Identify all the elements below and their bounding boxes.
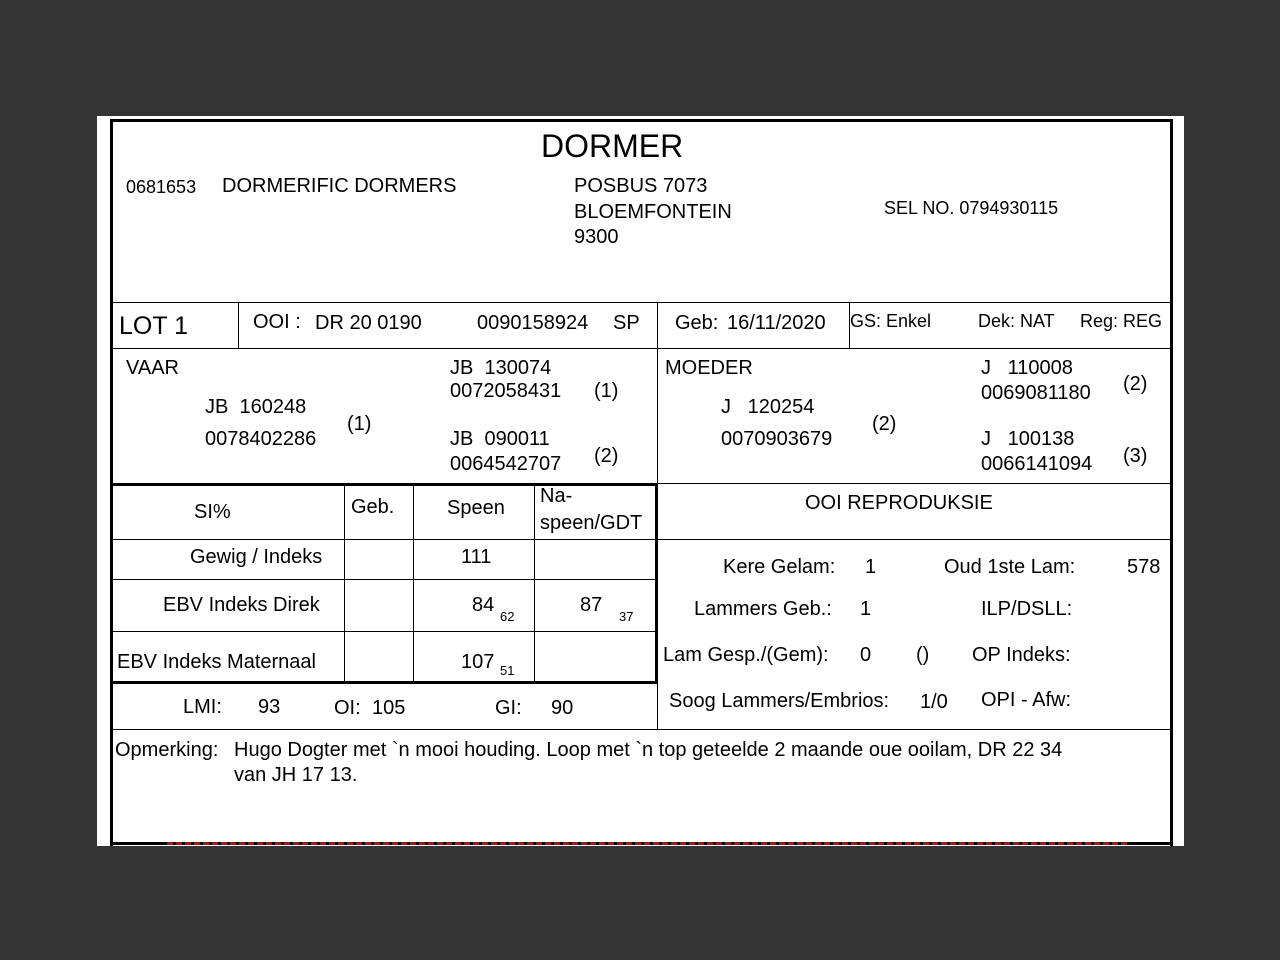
perf-header-speen: Speen [447,497,505,519]
divider-pedigree-left-bold [112,483,657,486]
perf-header-si: SI% [194,501,231,523]
dam-sire-number: 0069081180 [981,382,1091,404]
dam-id: J 120254 [721,396,815,418]
lmi-label: LMI: [183,696,222,718]
divider-perf-row2 [112,631,657,632]
perf-row-speen-direct-accuracy: 62 [500,609,515,624]
kere-gelam-label: Kere Gelam: [723,556,836,578]
repro-title: OOI REPRODUKSIE [805,492,993,514]
oi-label: OI: [334,697,361,719]
address-line-3: 9300 [574,226,619,248]
divider-perf-right [655,483,658,683]
divider-repro-header [657,539,1170,540]
opi-afw-label: OPI - Afw: [981,689,1072,711]
perf-row-naspeen-direct: 87 [580,594,603,616]
divider-pedigree-right [657,483,1170,484]
ooi-reg-number: 0090158924 [477,312,589,334]
sire-sire-number: 0072058431 [450,380,562,402]
lammers-geb-value: 1 [860,598,872,620]
perf-header-geb: Geb. [351,496,395,518]
sire-dam-number: 0064542707 [450,453,562,475]
divider-col-naspeen [534,485,535,681]
perf-row-naspeen-direct-accuracy: 37 [619,609,634,624]
dam-sire-id: J 110008 [981,357,1073,379]
dam-number: 0070903679 [721,428,833,450]
divider-perf-row1 [112,579,657,580]
oud-1ste-lam-label: Oud 1ste Lam: [944,556,1076,578]
lam-gesp-value: 0 [860,644,872,666]
perf-row-label-direct: EBV Indeks Direk [163,594,320,616]
sire-sire-id: JB 130074 [450,357,552,379]
ooi-id: DR 20 0190 [315,312,422,334]
dam-dam-number: 0066141094 [981,453,1093,475]
registration-type: Reg: REG [1080,311,1163,331]
remarks-line-2: van JH 17 13. [234,764,358,786]
breeder-number: 0681653 [126,177,197,197]
lmi-value: 93 [258,696,281,718]
birth-date-label: Geb: [675,312,719,334]
divider-perf-header [112,539,657,540]
sire-sire-grade: (1) [594,380,619,402]
divider-col-geb [344,485,345,681]
oi-value: 105 [372,697,406,719]
perf-row-speen-direct: 84 [472,594,495,616]
divider-col-speen [413,485,414,681]
lam-gem-value: () [916,644,930,666]
breed-title: DORMER [541,128,684,164]
divider-header [112,302,1170,303]
perf-header-naspeen-2: speen/GDT [540,512,643,534]
lammers-geb-label: Lammers Geb.: [694,598,832,620]
divider-middle [657,302,658,483]
remarks-label: Opmerking: [115,739,219,761]
divider-perf-bottom [112,681,657,684]
divider-middle-lower [657,681,658,729]
remarks-line-1: Hugo Dogter met `n mooi houding. Loop met `n top geteelde 2 maande oue ooilam, DR 22 34 [234,739,1063,761]
birth-status: GS: Enkel [850,311,932,331]
gi-label: GI: [495,697,522,719]
perf-row-speen-weight: 111 [461,546,492,568]
kere-gelam-value: 1 [865,556,877,578]
dam-grade: (2) [872,413,897,435]
op-indeks-label: OP Indeks: [972,644,1071,666]
sire-label: VAAR [126,357,179,379]
breeder-name: DORMERIFIC DORMERS [222,175,457,197]
gi-value: 90 [551,697,574,719]
cell-number: SEL NO. 0794930115 [884,198,1059,218]
cut-off-red-text-line [167,842,1127,845]
divider-lot [112,348,1170,349]
lot-number: LOT 1 [119,312,189,340]
dam-dam-id: J 100138 [981,428,1075,450]
dam-label: MOEDER [665,357,753,379]
divider-indices [112,729,1170,730]
soog-label: Soog Lammers/Embrios: [669,690,890,712]
sire-dam-grade: (2) [594,445,619,467]
ooi-label: OOI : [253,311,301,333]
ilp-dsll-label: ILP/DSLL: [981,598,1073,620]
sire-dam-id: JB 090011 [450,428,550,450]
perf-row-speen-maternal-accuracy: 51 [500,663,515,678]
oud-1ste-lam-value: 578 [1127,556,1161,578]
birth-date: 16/11/2020 [727,312,826,334]
perf-row-speen-maternal: 107 [461,651,495,673]
perf-header-naspeen-1: Na- [540,485,573,507]
soog-value: 1/0 [920,691,948,713]
dam-dam-grade: (3) [1123,445,1148,467]
sire-number: 0078402286 [205,428,317,450]
dam-sire-grade: (2) [1123,373,1148,395]
perf-row-label-maternal: EBV Indeks Maternaal [117,651,316,673]
sire-grade: (1) [347,413,372,435]
frame-right [1170,119,1173,846]
lam-gesp-label: Lam Gesp./(Gem): [663,644,829,666]
lot-card [97,116,1184,846]
sire-id: JB 160248 [205,396,307,418]
address-line-2: BLOEMFONTEIN [574,201,732,223]
frame-top [110,119,1173,122]
perf-row-label-weight: Gewig / Indeks [190,546,323,568]
divider-lot-ooi [238,302,239,348]
address-line-1: POSBUS 7073 [574,175,708,197]
ooi-grade: SP [613,312,640,334]
mating-type: Dek: NAT [978,311,1055,331]
